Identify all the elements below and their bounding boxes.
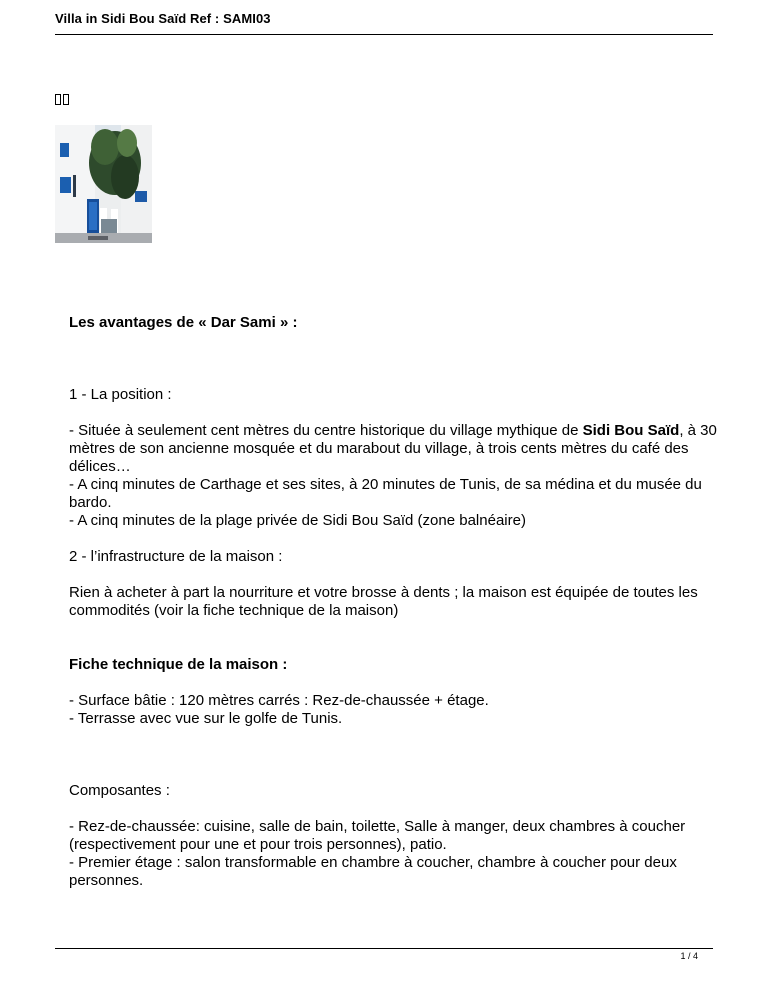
infrastructure-text: Rien à acheter à part la nourriture et votre brosse à dents ; la maison est équipée de toutes les commodités (voir la fiche technique de la maison) xyxy=(69,584,698,619)
document-body xyxy=(50,312,718,890)
composantes-item-2: - Premier étage : salon transformable en chambre à coucher, chambre à coucher pour deux personnes. xyxy=(69,854,677,889)
position-heading: 1 - La position : xyxy=(69,386,172,403)
position-item-1-text-after: , à 30 mètres de son ancienne mosquée et du marabout du village, à trois cents mètres du café des délices… xyxy=(69,422,717,475)
position-item-3: - A cinq minutes de la plage privée de Sidi Bou Saïd (zone balnéaire) xyxy=(69,512,526,529)
missing-glyph-icon xyxy=(63,94,69,105)
villa-photo xyxy=(55,125,152,243)
fiche-heading: Fiche technique de la maison : xyxy=(69,656,288,673)
page-header-title: Villa in Sidi Bou Saïd Ref : SAMI03 xyxy=(55,11,271,26)
composantes-heading: Composantes : xyxy=(69,782,170,799)
infrastructure-heading: 2 - l’infrastructure de la maison : xyxy=(69,548,283,565)
position-item-1 xyxy=(50,422,718,476)
position-item-2: - A cinq minutes de Carthage et ses sites, à 20 minutes de Tunis, de sa médina et du musée du bardo. xyxy=(69,476,702,511)
header-divider xyxy=(55,34,713,35)
missing-glyph-boxes xyxy=(55,94,69,105)
advantages-heading: Les avantages de « Dar Sami » : xyxy=(69,314,298,331)
position-item-1-text-before: - Située à seulement cent mètres du centre historique du village mythique de xyxy=(69,422,583,439)
villa-photo-illustration xyxy=(55,125,152,243)
missing-glyph-icon xyxy=(55,94,61,105)
page-number: 1 / 4 xyxy=(680,951,698,961)
footer-divider xyxy=(55,948,713,949)
composantes-item-1: - Rez-de-chaussée: cuisine, salle de bain, toilette, Salle à manger, deux chambres à coucher (respectivement pour une et pour trois personnes), patio. xyxy=(69,818,686,853)
fiche-item-2: - Terrasse avec vue sur le golfe de Tunis. xyxy=(69,710,343,727)
fiche-item-1: - Surface bâtie : 120 mètres carrés : Rez-de-chaussée + étage. xyxy=(69,692,489,709)
sidi-bou-said-bold: Sidi Bou Saïd xyxy=(582,422,680,439)
